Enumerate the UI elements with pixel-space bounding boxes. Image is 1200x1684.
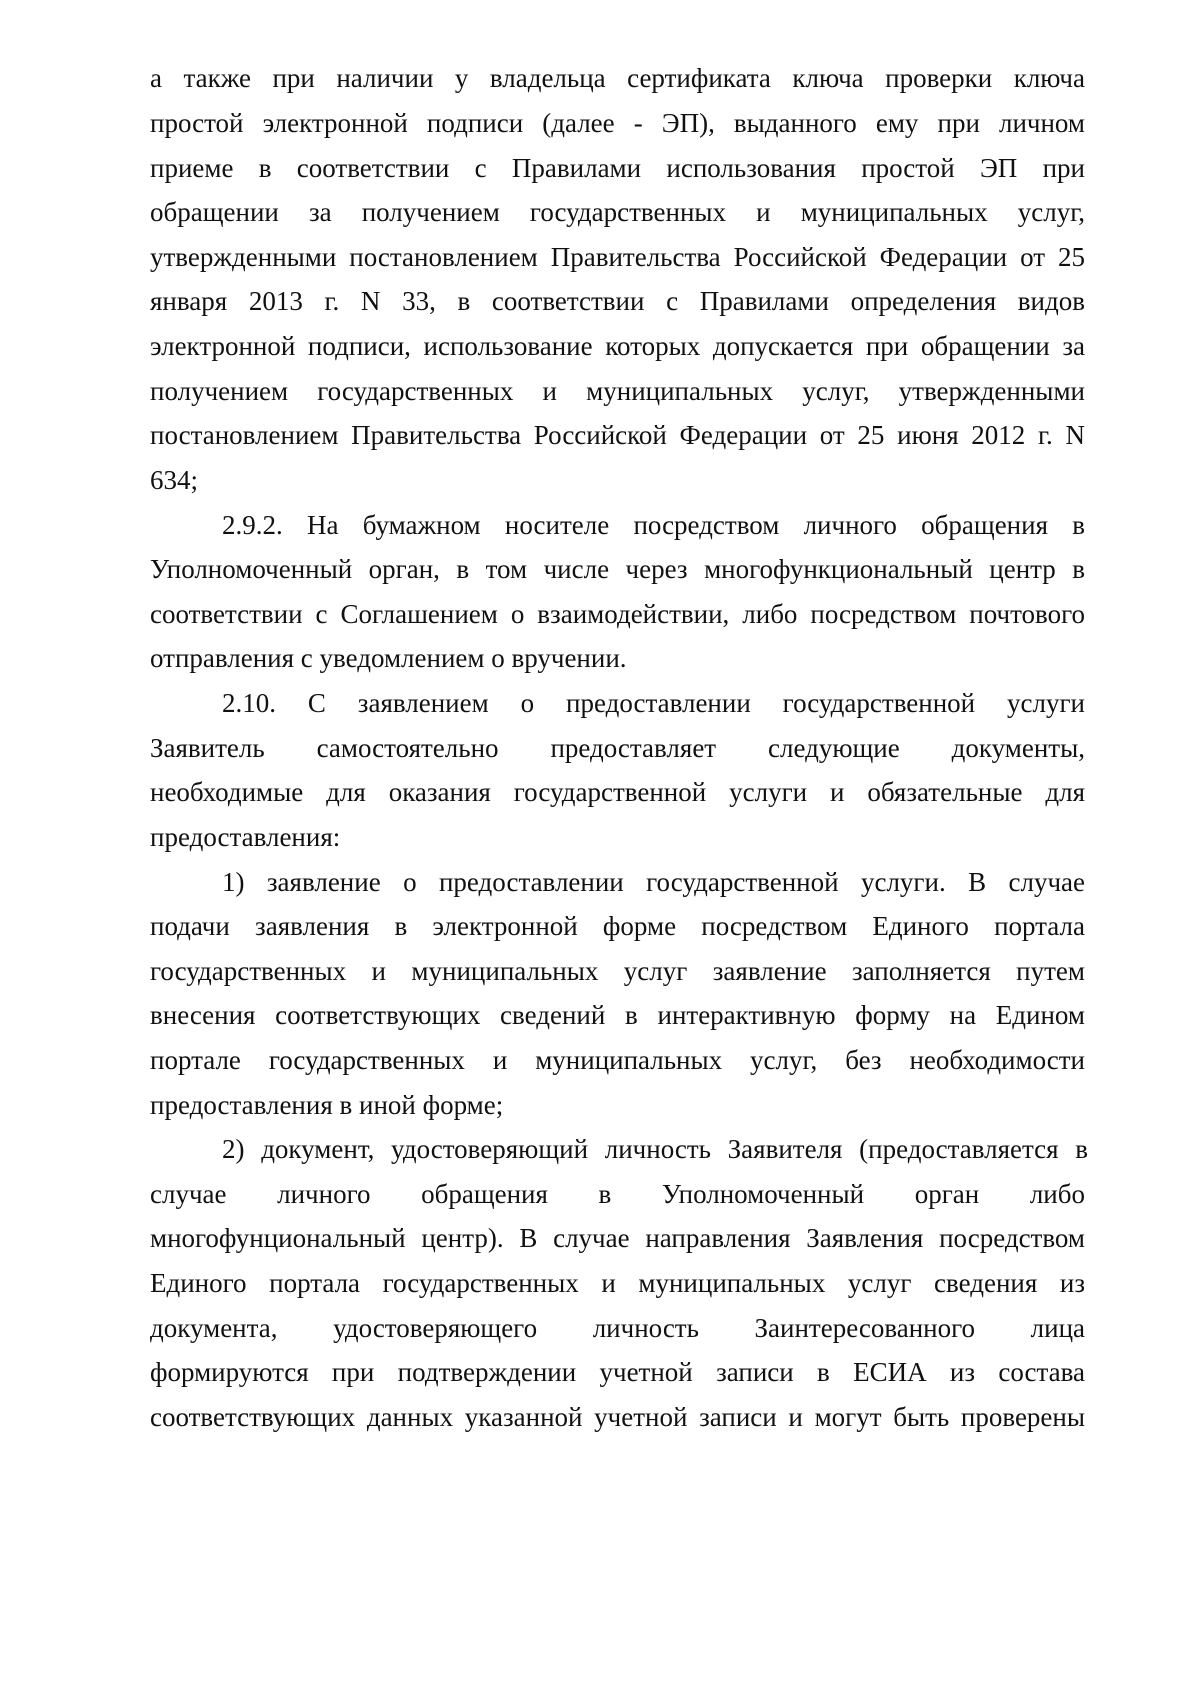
text-line-21: государственных и муниципальных услуг заявление заполняется путем (150, 956, 1085, 986)
text-line-11: 2.9.2. На бумажном носителе посредством личного обращения в (222, 510, 1085, 540)
text-line-17: необходимые для оказания государственной услуги и обязательные для (150, 777, 1085, 807)
text-line-14: отправления с уведомлением о вручении. (150, 643, 627, 673)
text-line-29: документа, удостоверяющего личность Заинтересованного лица (150, 1313, 1085, 1343)
text-line-30: формируются при подтверждении учетной записи в ЕСИА из состава (150, 1357, 1085, 1387)
text-line-10: 634; (150, 465, 199, 495)
text-line-3: приеме в соответствии с Правилами использования простой ЭП при (150, 153, 1085, 183)
text-line-16: Заявитель самостоятельно предоставляет следующие документы, (150, 733, 1085, 763)
text-line-27: многофунциональный центр). В случае направления Заявления посредством (150, 1223, 1085, 1253)
text-line-9: постановлением Правительства Российской Федерации от 25 июня 2012 г. N (150, 420, 1085, 450)
text-line-25: 2) документ, удостоверяющий личность Заявителя (предоставляется в (222, 1134, 1088, 1164)
text-line-18: предоставления: (150, 822, 341, 852)
text-line-20: подачи заявления в электронной форме посредством Единого портала (150, 911, 1085, 941)
text-line-24: предоставления в иной форме; (150, 1090, 504, 1120)
text-line-13: соответствии с Соглашением о взаимодействии, либо посредством почтового (150, 599, 1085, 629)
text-line-8: получением государственных и муниципальных услуг, утвержденными (150, 376, 1085, 406)
text-line-2: простой электронной подписи (далее - ЭП), выданного ему при личном (150, 108, 1085, 138)
text-line-26: случае личного обращения в Уполномоченный орган либо (150, 1179, 1085, 1209)
text-line-6: января 2013 г. N 33, в соответствии с Правилами определения видов (150, 286, 1085, 316)
text-line-19: 1) заявление о предоставлении государственной услуги. В случае (222, 867, 1085, 897)
text-line-28: Единого портала государственных и муниципальных услуг сведения из (150, 1268, 1085, 1298)
text-line-31: соответствующих данных указанной учетной записи и могут быть проверены (150, 1402, 1085, 1432)
text-line-15: 2.10. С заявлением о предоставлении государственной услуги (222, 688, 1085, 718)
text-line-5: утвержденными постановлением Правительства Российской Федерации от 25 (150, 242, 1085, 272)
text-line-1: а также при наличии у владельца сертификата ключа проверки ключа (150, 63, 1085, 93)
text-line-4: обращении за получением государственных и муниципальных услуг, (150, 197, 1085, 227)
text-line-12: Уполномоченный орган, в том числе через многофункциональный центр в (150, 554, 1085, 584)
text-line-23: портале государственных и муниципальных услуг, без необходимости (150, 1045, 1085, 1075)
text-line-22: внесения соответствующих сведений в интерактивную форму на Едином (150, 1000, 1085, 1030)
text-line-7: электронной подписи, использование которых допускается при обращении за (150, 331, 1085, 361)
